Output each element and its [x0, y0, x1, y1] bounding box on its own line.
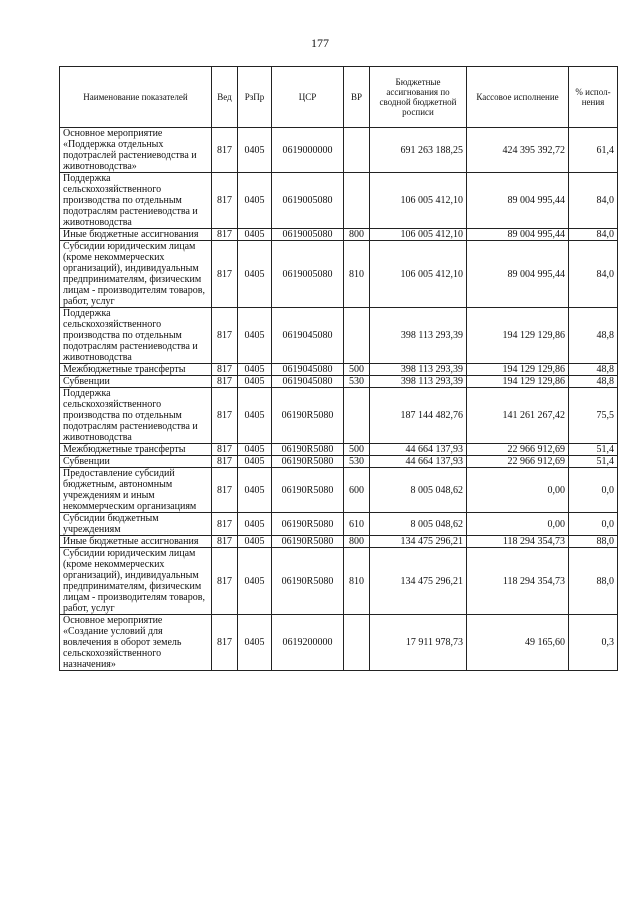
cell-pct: 51,4: [569, 456, 618, 468]
cell-ved: 817: [212, 615, 238, 671]
cell-plan: 691 263 188,25: [370, 128, 467, 173]
table-header-row: [60, 67, 618, 128]
header-fact: Кассовое исполнение: [467, 67, 569, 128]
cell-plan: 187 144 482,76: [370, 388, 467, 444]
cell-csr: 0619005080: [272, 173, 344, 229]
cell-ved: 817: [212, 364, 238, 376]
cell-pct: 88,0: [569, 536, 618, 548]
cell-name: Субвенции: [60, 456, 212, 468]
table-row: [60, 388, 618, 444]
cell-csr: 06190R5080: [272, 513, 344, 536]
cell-csr: 0619045080: [272, 376, 344, 388]
cell-pct: 84,0: [569, 229, 618, 241]
cell-plan: 398 113 293,39: [370, 364, 467, 376]
cell-vr: 530: [344, 376, 370, 388]
table-row: [60, 468, 618, 513]
cell-fact: 89 004 995,44: [467, 173, 569, 229]
cell-csr: 0619005080: [272, 241, 344, 308]
cell-vr: [344, 308, 370, 364]
cell-vr: 500: [344, 364, 370, 376]
cell-vr: 810: [344, 241, 370, 308]
cell-ved: 817: [212, 536, 238, 548]
table-row: [60, 615, 618, 671]
cell-rzpr: 0405: [238, 364, 272, 376]
cell-name: Субвенции: [60, 376, 212, 388]
cell-pct: 48,8: [569, 364, 618, 376]
cell-csr: 06190R5080: [272, 456, 344, 468]
table-row: [60, 364, 618, 376]
cell-plan: 106 005 412,10: [370, 173, 467, 229]
cell-ved: 817: [212, 241, 238, 308]
cell-rzpr: 0405: [238, 388, 272, 444]
cell-name: Основное мероприятие «Поддержка отдельных подотраслей растениеводства и животноводства»: [60, 128, 212, 173]
cell-pct: 88,0: [569, 548, 618, 615]
cell-csr: 0619045080: [272, 308, 344, 364]
cell-vr: 800: [344, 536, 370, 548]
cell-name: Поддержка сельскохозяйственного производства по отдельным подотраслям растениеводства и животноводства: [60, 308, 212, 364]
cell-ved: 817: [212, 128, 238, 173]
cell-plan: 44 664 137,93: [370, 444, 467, 456]
cell-rzpr: 0405: [238, 536, 272, 548]
cell-name: Субсидии юридическим лицам (кроме некоммерческих организаций), индивидуальным предпринимателям, физическим лицам - производителям товаров, работ, услуг: [60, 241, 212, 308]
cell-name: Предоставление субсидий бюджетным, автономным учреждениям и иным некоммерческим организациям: [60, 468, 212, 513]
cell-fact: 89 004 995,44: [467, 229, 569, 241]
cell-rzpr: 0405: [238, 444, 272, 456]
cell-csr: 0619200000: [272, 615, 344, 671]
cell-rzpr: 0405: [238, 229, 272, 241]
cell-pct: 84,0: [569, 173, 618, 229]
header-name: Наименование показателей: [60, 67, 212, 128]
cell-rzpr: 0405: [238, 376, 272, 388]
cell-plan: 398 113 293,39: [370, 308, 467, 364]
cell-csr: 06190R5080: [272, 444, 344, 456]
cell-plan: 134 475 296,21: [370, 536, 467, 548]
cell-fact: 194 129 129,86: [467, 364, 569, 376]
cell-name: Субсидии юридическим лицам (кроме некоммерческих организаций), индивидуальным предпринимателям, физическим лицам - производителям товаров, работ, услуг: [60, 548, 212, 615]
cell-pct: 0,0: [569, 468, 618, 513]
cell-rzpr: 0405: [238, 456, 272, 468]
cell-ved: 817: [212, 444, 238, 456]
cell-plan: 106 005 412,10: [370, 241, 467, 308]
cell-fact: 22 966 912,69: [467, 444, 569, 456]
cell-pct: 48,8: [569, 376, 618, 388]
cell-vr: [344, 615, 370, 671]
cell-vr: [344, 388, 370, 444]
cell-plan: 398 113 293,39: [370, 376, 467, 388]
cell-vr: 600: [344, 468, 370, 513]
cell-fact: 0,00: [467, 468, 569, 513]
cell-fact: 424 395 392,72: [467, 128, 569, 173]
cell-name: Поддержка сельскохозяйственного производства по отдельным подотраслям растениеводства и животноводства: [60, 388, 212, 444]
budget-execution-table: [59, 66, 618, 671]
cell-ved: 817: [212, 173, 238, 229]
cell-ved: 817: [212, 376, 238, 388]
cell-fact: 0,00: [467, 513, 569, 536]
table-row: [60, 229, 618, 241]
cell-csr: 0619045080: [272, 364, 344, 376]
cell-pct: 61,4: [569, 128, 618, 173]
cell-rzpr: 0405: [238, 548, 272, 615]
cell-fact: 194 129 129,86: [467, 376, 569, 388]
cell-plan: 8 005 048,62: [370, 468, 467, 513]
cell-ved: 817: [212, 456, 238, 468]
cell-pct: 75,5: [569, 388, 618, 444]
cell-pct: 0,3: [569, 615, 618, 671]
cell-rzpr: 0405: [238, 513, 272, 536]
cell-ved: 817: [212, 308, 238, 364]
cell-name: Субсидии бюджетным учреждениям: [60, 513, 212, 536]
cell-pct: 84,0: [569, 241, 618, 308]
cell-fact: 49 165,60: [467, 615, 569, 671]
cell-vr: [344, 173, 370, 229]
cell-name: Иные бюджетные ассигнования: [60, 536, 212, 548]
cell-rzpr: 0405: [238, 128, 272, 173]
cell-fact: 194 129 129,86: [467, 308, 569, 364]
header-plan: Бюджетные ассигнования по сводной бюджетной росписи: [370, 67, 467, 128]
cell-ved: 817: [212, 229, 238, 241]
cell-vr: 800: [344, 229, 370, 241]
cell-csr: 0619000000: [272, 128, 344, 173]
cell-fact: 141 261 267,42: [467, 388, 569, 444]
cell-plan: 134 475 296,21: [370, 548, 467, 615]
cell-vr: 610: [344, 513, 370, 536]
header-pct: % испол-нения: [569, 67, 618, 128]
page-number: 177: [311, 36, 329, 50]
cell-rzpr: 0405: [238, 615, 272, 671]
cell-ved: 817: [212, 548, 238, 615]
cell-plan: 8 005 048,62: [370, 513, 467, 536]
cell-ved: 817: [212, 468, 238, 513]
header-ved: Вед: [212, 67, 238, 128]
cell-csr: 06190R5080: [272, 388, 344, 444]
table-row: [60, 128, 618, 173]
table-row: [60, 308, 618, 364]
cell-vr: 810: [344, 548, 370, 615]
cell-vr: 530: [344, 456, 370, 468]
header-csr: ЦСР: [272, 67, 344, 128]
header-rzpr: РзПр: [238, 67, 272, 128]
cell-fact: 118 294 354,73: [467, 548, 569, 615]
cell-pct: 0,0: [569, 513, 618, 536]
table-row: [60, 376, 618, 388]
table-row: [60, 536, 618, 548]
cell-name: Поддержка сельскохозяйственного производства по отдельным подотраслям растениеводства и животноводства: [60, 173, 212, 229]
cell-rzpr: 0405: [238, 241, 272, 308]
cell-ved: 817: [212, 388, 238, 444]
table-row: [60, 548, 618, 615]
table-body: [60, 128, 618, 671]
cell-name: Основное мероприятие «Создание условий для вовлечения в оборот земель сельскохозяйственного назначения»: [60, 615, 212, 671]
table-row: [60, 456, 618, 468]
cell-plan: 106 005 412,10: [370, 229, 467, 241]
table-row: [60, 513, 618, 536]
cell-plan: 17 911 978,73: [370, 615, 467, 671]
cell-csr: 06190R5080: [272, 548, 344, 615]
table-row: [60, 173, 618, 229]
cell-name: Межбюджетные трансферты: [60, 364, 212, 376]
cell-vr: [344, 128, 370, 173]
cell-fact: 22 966 912,69: [467, 456, 569, 468]
cell-rzpr: 0405: [238, 308, 272, 364]
cell-csr: 06190R5080: [272, 468, 344, 513]
cell-csr: 06190R5080: [272, 536, 344, 548]
cell-csr: 0619005080: [272, 229, 344, 241]
cell-name: Межбюджетные трансферты: [60, 444, 212, 456]
table-row: [60, 444, 618, 456]
header-vr: ВР: [344, 67, 370, 128]
cell-vr: 500: [344, 444, 370, 456]
table-row: [60, 241, 618, 308]
cell-fact: 89 004 995,44: [467, 241, 569, 308]
cell-rzpr: 0405: [238, 173, 272, 229]
cell-plan: 44 664 137,93: [370, 456, 467, 468]
cell-pct: 48,8: [569, 308, 618, 364]
cell-fact: 118 294 354,73: [467, 536, 569, 548]
cell-pct: 51,4: [569, 444, 618, 456]
cell-name: Иные бюджетные ассигнования: [60, 229, 212, 241]
cell-rzpr: 0405: [238, 468, 272, 513]
cell-ved: 817: [212, 513, 238, 536]
